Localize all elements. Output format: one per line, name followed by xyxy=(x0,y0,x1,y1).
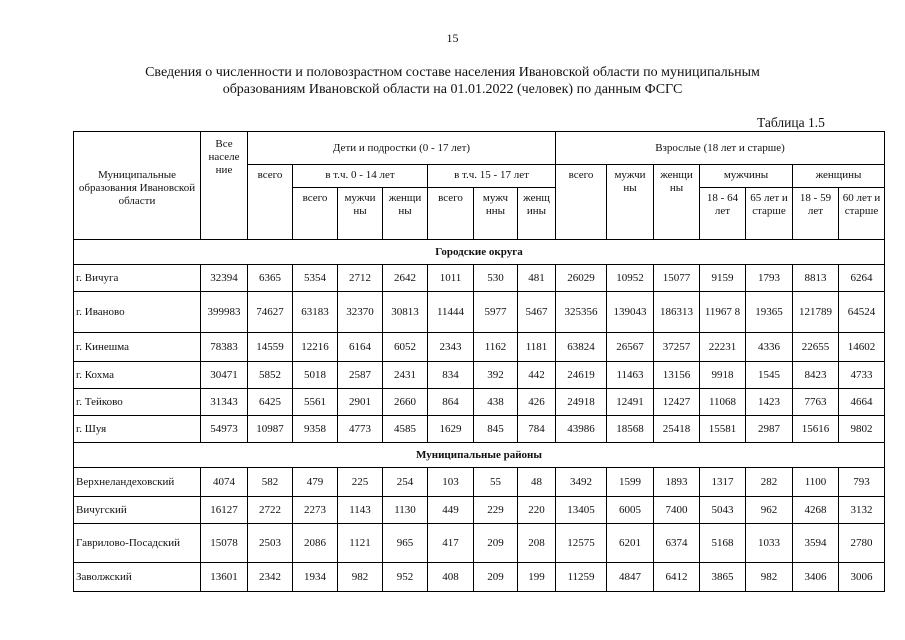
row-value: 1545 xyxy=(746,362,793,389)
table-row xyxy=(74,524,885,563)
row-value: 186313 xyxy=(654,292,700,333)
header-adults-men: мужчи ны xyxy=(607,165,654,240)
row-value: 9159 xyxy=(700,265,746,292)
row-value: 199 xyxy=(518,563,556,592)
header-0-14-men: мужчи ны xyxy=(338,188,383,240)
row-value: 26567 xyxy=(607,333,654,362)
row-name: г. Тейково xyxy=(74,389,201,416)
row-value: 15077 xyxy=(654,265,700,292)
row-value: 63824 xyxy=(556,333,607,362)
row-value: 4733 xyxy=(839,362,885,389)
row-value: 225 xyxy=(338,468,383,497)
row-value: 2587 xyxy=(338,362,383,389)
row-value: 4268 xyxy=(793,497,839,524)
header-age-15-17: в т.ч. 15 - 17 лет xyxy=(428,165,556,188)
row-value: 32394 xyxy=(201,265,248,292)
row-value: 1934 xyxy=(293,563,338,592)
row-value: 12575 xyxy=(556,524,607,563)
document-title xyxy=(60,64,845,98)
row-value: 22655 xyxy=(793,333,839,362)
row-value: 2660 xyxy=(383,389,428,416)
table-number: Таблица 1.5 xyxy=(757,115,825,130)
row-name: Гаврилово-Посадский xyxy=(74,524,201,563)
header-men-group: мужчины xyxy=(700,165,793,188)
row-value: 2780 xyxy=(839,524,885,563)
row-value: 4664 xyxy=(839,389,885,416)
row-value: 2273 xyxy=(293,497,338,524)
header-age-0-14: в т.ч. 0 - 14 лет xyxy=(293,165,428,188)
row-value: 229 xyxy=(474,497,518,524)
row-value: 12491 xyxy=(607,389,654,416)
row-value: 1130 xyxy=(383,497,428,524)
row-value: 1599 xyxy=(607,468,654,497)
table-body xyxy=(74,240,885,592)
header-municipal: Муниципальные образования Ивановской области xyxy=(74,132,201,240)
header-15-17-men: мужч нны xyxy=(474,188,518,240)
row-value: 37257 xyxy=(654,333,700,362)
row-value: 1317 xyxy=(700,468,746,497)
row-value: 438 xyxy=(474,389,518,416)
row-value: 220 xyxy=(518,497,556,524)
row-value: 2722 xyxy=(248,497,293,524)
header-adults: Взрослые (18 лет и старше) xyxy=(556,132,885,165)
row-value: 4585 xyxy=(383,416,428,443)
row-value: 24918 xyxy=(556,389,607,416)
row-value: 11259 xyxy=(556,563,607,592)
row-value: 864 xyxy=(428,389,474,416)
header-children: Дети и подростки (0 - 17 лет) xyxy=(248,132,556,165)
table-row xyxy=(74,563,885,592)
row-value: 1893 xyxy=(654,468,700,497)
row-value: 5467 xyxy=(518,292,556,333)
row-value: 2343 xyxy=(428,333,474,362)
page-number: 15 xyxy=(446,31,459,45)
row-value: 1423 xyxy=(746,389,793,416)
row-value: 15616 xyxy=(793,416,839,443)
row-value: 392 xyxy=(474,362,518,389)
row-value: 25418 xyxy=(654,416,700,443)
row-value: 254 xyxy=(383,468,428,497)
row-value: 63183 xyxy=(293,292,338,333)
row-value: 408 xyxy=(428,563,474,592)
row-value: 2901 xyxy=(338,389,383,416)
table-row xyxy=(74,265,885,292)
header-children-total: всего xyxy=(248,165,293,240)
header-adults-total: всего xyxy=(556,165,607,240)
row-value: 282 xyxy=(746,468,793,497)
row-value: 2712 xyxy=(338,265,383,292)
row-value: 103 xyxy=(428,468,474,497)
title-line-1: Сведения о численности и половозрастном составе населения Ивановской области по муниципальным xyxy=(145,65,760,80)
row-value: 982 xyxy=(338,563,383,592)
population-table xyxy=(73,131,885,592)
row-value: 965 xyxy=(383,524,428,563)
row-value: 15581 xyxy=(700,416,746,443)
row-value: 479 xyxy=(293,468,338,497)
row-value: 7763 xyxy=(793,389,839,416)
table-row xyxy=(74,333,885,362)
row-value: 5354 xyxy=(293,265,338,292)
row-value: 4773 xyxy=(338,416,383,443)
row-value: 2642 xyxy=(383,265,428,292)
row-value: 9802 xyxy=(839,416,885,443)
row-value: 74627 xyxy=(248,292,293,333)
row-value: 209 xyxy=(474,524,518,563)
row-value: 962 xyxy=(746,497,793,524)
row-value: 3865 xyxy=(700,563,746,592)
row-value: 31343 xyxy=(201,389,248,416)
row-value: 4336 xyxy=(746,333,793,362)
row-name: г. Вичуга xyxy=(74,265,201,292)
row-value: 11463 xyxy=(607,362,654,389)
row-value: 449 xyxy=(428,497,474,524)
row-value: 54973 xyxy=(201,416,248,443)
row-value: 19365 xyxy=(746,292,793,333)
header-men-18-64: 18 - 64 лет xyxy=(700,188,746,240)
header-15-17-total: всего xyxy=(428,188,474,240)
row-value: 18568 xyxy=(607,416,654,443)
row-value: 121789 xyxy=(793,292,839,333)
header-men-65: 65 лет и старше xyxy=(746,188,793,240)
row-value: 4847 xyxy=(607,563,654,592)
row-name: г. Кинешма xyxy=(74,333,201,362)
row-value: 7400 xyxy=(654,497,700,524)
row-value: 6164 xyxy=(338,333,383,362)
row-value: 13601 xyxy=(201,563,248,592)
row-value: 32370 xyxy=(338,292,383,333)
row-value: 3406 xyxy=(793,563,839,592)
row-name: Верхнеландеховский xyxy=(74,468,201,497)
row-value: 4074 xyxy=(201,468,248,497)
row-value: 2431 xyxy=(383,362,428,389)
row-name: Заволжский xyxy=(74,563,201,592)
row-value: 139043 xyxy=(607,292,654,333)
row-value: 6412 xyxy=(654,563,700,592)
row-value: 417 xyxy=(428,524,474,563)
row-value: 12216 xyxy=(293,333,338,362)
row-value: 6374 xyxy=(654,524,700,563)
row-value: 5977 xyxy=(474,292,518,333)
row-value: 6052 xyxy=(383,333,428,362)
row-value: 209 xyxy=(474,563,518,592)
row-value: 10952 xyxy=(607,265,654,292)
row-value: 11967 8 xyxy=(700,292,746,333)
row-value: 2342 xyxy=(248,563,293,592)
row-value: 834 xyxy=(428,362,474,389)
row-value: 784 xyxy=(518,416,556,443)
row-value: 2086 xyxy=(293,524,338,563)
row-value: 1793 xyxy=(746,265,793,292)
row-value: 5043 xyxy=(700,497,746,524)
row-value: 3006 xyxy=(839,563,885,592)
row-value: 6005 xyxy=(607,497,654,524)
row-value: 208 xyxy=(518,524,556,563)
row-value: 5561 xyxy=(293,389,338,416)
row-value: 13405 xyxy=(556,497,607,524)
row-value: 845 xyxy=(474,416,518,443)
row-value: 15078 xyxy=(201,524,248,563)
header-adults-women: женщи ны xyxy=(654,165,700,240)
row-value: 55 xyxy=(474,468,518,497)
section-title: Муниципальные районы xyxy=(74,443,885,468)
section-header xyxy=(74,443,885,468)
table-row xyxy=(74,497,885,524)
header-15-17-women: женщ ины xyxy=(518,188,556,240)
header-women-18-59: 18 - 59 лет xyxy=(793,188,839,240)
row-value: 30813 xyxy=(383,292,428,333)
row-value: 3594 xyxy=(793,524,839,563)
table-row xyxy=(74,362,885,389)
row-value: 24619 xyxy=(556,362,607,389)
row-value: 481 xyxy=(518,265,556,292)
row-value: 3132 xyxy=(839,497,885,524)
row-value: 1181 xyxy=(518,333,556,362)
header-women-60: 60 лет и старше xyxy=(839,188,885,240)
row-value: 9918 xyxy=(700,362,746,389)
table-row xyxy=(74,389,885,416)
table-row xyxy=(74,468,885,497)
row-value: 6365 xyxy=(248,265,293,292)
row-value: 14602 xyxy=(839,333,885,362)
row-value: 6425 xyxy=(248,389,293,416)
row-value: 1629 xyxy=(428,416,474,443)
row-value: 16127 xyxy=(201,497,248,524)
row-value: 2503 xyxy=(248,524,293,563)
header-total: Все населе ние xyxy=(201,132,248,240)
row-value: 426 xyxy=(518,389,556,416)
row-value: 64524 xyxy=(839,292,885,333)
row-value: 1011 xyxy=(428,265,474,292)
row-name: г. Шуя xyxy=(74,416,201,443)
row-value: 78383 xyxy=(201,333,248,362)
row-value: 982 xyxy=(746,563,793,592)
row-value: 13156 xyxy=(654,362,700,389)
row-value: 442 xyxy=(518,362,556,389)
row-name: г. Кохма xyxy=(74,362,201,389)
row-value: 8813 xyxy=(793,265,839,292)
row-value: 582 xyxy=(248,468,293,497)
row-value: 11444 xyxy=(428,292,474,333)
section-header xyxy=(74,240,885,265)
row-name: г. Иваново xyxy=(74,292,201,333)
row-value: 48 xyxy=(518,468,556,497)
row-value: 1162 xyxy=(474,333,518,362)
row-value: 30471 xyxy=(201,362,248,389)
title-line-2: образованиям Ивановской области на 01.01.2022 (человек) по данным ФСГС xyxy=(222,82,683,97)
row-value: 43986 xyxy=(556,416,607,443)
row-name: Вичугский xyxy=(74,497,201,524)
row-value: 793 xyxy=(839,468,885,497)
row-value: 8423 xyxy=(793,362,839,389)
row-value: 1143 xyxy=(338,497,383,524)
row-value: 26029 xyxy=(556,265,607,292)
header-women-group: женщины xyxy=(793,165,885,188)
row-value: 14559 xyxy=(248,333,293,362)
row-value: 325356 xyxy=(556,292,607,333)
row-value: 9358 xyxy=(293,416,338,443)
row-value: 5168 xyxy=(700,524,746,563)
section-title: Городские округа xyxy=(74,240,885,265)
row-value: 22231 xyxy=(700,333,746,362)
row-value: 5018 xyxy=(293,362,338,389)
row-value: 1121 xyxy=(338,524,383,563)
row-value: 10987 xyxy=(248,416,293,443)
row-value: 399983 xyxy=(201,292,248,333)
header-0-14-total: всего xyxy=(293,188,338,240)
table-row xyxy=(74,292,885,333)
row-value: 2987 xyxy=(746,416,793,443)
row-value: 952 xyxy=(383,563,428,592)
row-value: 1033 xyxy=(746,524,793,563)
row-value: 6201 xyxy=(607,524,654,563)
table-row xyxy=(74,416,885,443)
row-value: 3492 xyxy=(556,468,607,497)
row-value: 12427 xyxy=(654,389,700,416)
row-value: 1100 xyxy=(793,468,839,497)
row-value: 11068 xyxy=(700,389,746,416)
row-value: 6264 xyxy=(839,265,885,292)
row-value: 5852 xyxy=(248,362,293,389)
row-value: 530 xyxy=(474,265,518,292)
header-0-14-women: женщи ны xyxy=(383,188,428,240)
